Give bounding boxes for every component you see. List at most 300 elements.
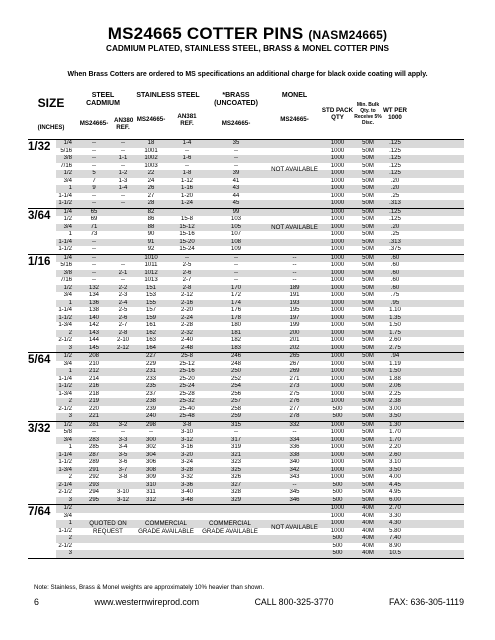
- table-row: [56, 383, 464, 391]
- an381-ref-cell: [170, 543, 204, 551]
- table-row: [56, 413, 464, 421]
- table-row: [56, 277, 464, 285]
- an381-ref-cell: 2-16: [180, 299, 193, 306]
- min-bulk-cell: 40M: [362, 520, 374, 526]
- std-pack-cell: 1000: [330, 444, 345, 450]
- size-group: [28, 422, 464, 506]
- std-pack-cell: 1000: [330, 170, 345, 176]
- table-row: [56, 489, 464, 497]
- wt-per-cell: .94: [390, 353, 400, 359]
- wt-per-cell: 1.10: [389, 307, 401, 313]
- an381-ref-cell: --: [185, 162, 189, 169]
- an380-ref-cell: [114, 224, 132, 232]
- min-bulk-cell: 40M: [362, 535, 374, 541]
- ms-brass-cell: 258: [230, 405, 241, 412]
- ms-brass-cell: --: [234, 147, 238, 154]
- wt-per-cell: .95: [390, 299, 400, 306]
- ms-monel-cell: 267: [289, 360, 300, 367]
- pin-length-cell: 5/16: [60, 262, 72, 268]
- std-pack-cell: 1000: [330, 314, 345, 321]
- ms-steel-cell: 7: [92, 177, 96, 184]
- std-pack-cell: 1000: [330, 277, 345, 283]
- std-pack-cell: 1000: [330, 238, 345, 245]
- title-sub: (NASM24665): [308, 28, 388, 42]
- ms-brass-cell: 108: [230, 238, 241, 245]
- pin-length-cell: 2: [68, 329, 72, 336]
- ms-brass-cell: [204, 550, 268, 558]
- table-row: [56, 307, 464, 315]
- table-row: [56, 391, 464, 399]
- an381-ref-cell: 2-20: [180, 307, 193, 313]
- wt-per-cell: .60: [390, 284, 400, 291]
- std-pack-cell: 1000: [330, 140, 345, 146]
- pin-length-cell: 1/4: [63, 140, 72, 146]
- ms-steel-cell: 9: [92, 185, 96, 191]
- an380-ref-cell: 2-5: [118, 307, 128, 313]
- ms-brass-cell: 176: [230, 307, 241, 313]
- size-group-label: 3/32: [28, 422, 51, 435]
- wt-per-cell: 4.00: [389, 474, 401, 480]
- ms-brass-cell: 45: [232, 200, 240, 206]
- min-bulk-cell: 50M: [362, 329, 374, 336]
- pin-length-cell: 2-1/2: [58, 542, 72, 549]
- std-pack-cell: 500: [332, 550, 343, 556]
- ms-stainless-cell: 308: [145, 466, 156, 473]
- an380-ref-cell: [114, 231, 132, 239]
- ms-steel-cell: --: [92, 246, 96, 252]
- an380-ref-cell: 2-8: [118, 329, 128, 336]
- pin-length-cell: 5/8: [63, 429, 72, 435]
- table-row: [56, 239, 464, 247]
- ms-stainless-cell: 1012: [144, 269, 158, 276]
- std-pack-cell: 1000: [330, 200, 345, 206]
- an381-ref-cell: 3-36: [180, 481, 193, 488]
- ms-stainless-cell: 82: [147, 208, 155, 215]
- ms-monel-cell: 340: [289, 459, 300, 465]
- ms-monel-cell: --: [292, 429, 297, 435]
- ms-monel-cell: 334: [289, 436, 300, 443]
- table-row: [56, 193, 464, 201]
- monel-label: MONEL: [281, 92, 308, 99]
- an381-ref-cell: 15-20: [179, 238, 195, 245]
- wt-per-cell: 2.20: [389, 444, 401, 450]
- std-pack-cell: 500: [332, 481, 343, 488]
- ms-monel-cell: 200: [289, 329, 300, 336]
- ms-steel-cell: --: [92, 238, 96, 245]
- ms-steel-cell: --: [92, 155, 96, 161]
- pin-length-cell: 1-1/4: [58, 451, 72, 458]
- fax-number: FAX: 636-305-1119: [388, 597, 464, 607]
- ms-stainless-cell: 92: [147, 246, 155, 252]
- std-pack-cell: 1000: [330, 436, 345, 443]
- min-bulk-cell: 50M: [362, 496, 374, 503]
- table-row: [56, 505, 464, 513]
- brass-notice: When Brass Cotters are ordered to MS specifications an additional charge for black oxide coating will apply.: [67, 71, 428, 78]
- an381-ref-cell: [170, 535, 204, 543]
- wt-per-cell: .25: [390, 192, 400, 199]
- table-row: [56, 368, 464, 376]
- min-bulk-cell: 50M: [362, 322, 374, 328]
- ms-monel-cell: [268, 193, 321, 201]
- ms-steel-cell: 142: [88, 322, 99, 328]
- std-pack-cell: 1000: [330, 520, 345, 526]
- wt-per-cell: .20: [390, 185, 400, 191]
- std-pack-cell: 1000: [330, 368, 345, 374]
- pin-length-cell: 3/8: [63, 269, 72, 276]
- an380-ref-cell: 3-2: [118, 421, 128, 428]
- wt-per-cell: .20: [390, 223, 400, 230]
- ms-steel-cell: 145: [88, 344, 99, 351]
- ms-steel-cell: 293: [88, 481, 99, 488]
- wt-per-cell: .60: [390, 269, 400, 276]
- ms-monel-cell: --: [292, 254, 297, 261]
- an381-ref-cell: 25-20: [179, 375, 195, 382]
- pin-length-cell: 1/2: [63, 216, 72, 222]
- ms-brass-cell: --: [234, 155, 238, 161]
- ms-brass-cell: 326: [230, 474, 241, 480]
- an381-ref-cell: 1-12: [180, 177, 193, 184]
- min-bulk-cell: 50M: [362, 398, 374, 404]
- wt-per-cell: 2.06: [389, 383, 401, 389]
- ms-stainless-cell: 235: [145, 383, 156, 389]
- wt-per-cell: 4.95: [389, 489, 401, 495]
- ms-monel-cell: 336: [289, 444, 300, 450]
- ms-brass-cell: 257: [230, 398, 241, 404]
- ms-monel-cell: 345: [289, 489, 300, 495]
- ms-stainless-cell: 239: [145, 405, 156, 412]
- an380-ref-cell: --: [121, 262, 125, 268]
- ms-stainless-cell: 91: [147, 238, 155, 245]
- an381-ref-cell: 2-8: [182, 284, 192, 291]
- wt-per-cell: 3.10: [389, 459, 401, 465]
- min-bulk-cell: 40M: [362, 512, 374, 519]
- ms-stainless-cell: 28: [147, 200, 155, 206]
- std-pack-cell: 1000: [330, 329, 345, 336]
- pin-length-cell: 1-1/2: [58, 527, 72, 534]
- min-bulk-cell: 50M: [362, 140, 374, 146]
- ms-steel-cell: 210: [88, 360, 99, 367]
- ms-steel-cell: --: [92, 192, 96, 199]
- min-bulk-cell: 50M: [362, 200, 374, 206]
- ms-brass-label: MS24665-: [221, 120, 251, 127]
- an380-ref-cell: [114, 505, 132, 513]
- min-bulk-cell: 50M: [362, 299, 374, 306]
- an380-ref-cell: [114, 535, 132, 543]
- wt-per-cell: 3.30: [389, 512, 401, 519]
- ms-steel-cell: --: [92, 200, 96, 206]
- ms-steel-cell: 220: [88, 405, 99, 412]
- pin-length-cell: 1-3/4: [58, 390, 72, 397]
- ms-monel-cell: 202: [289, 344, 300, 351]
- brass-label: *BRASS (UNCOATED): [214, 92, 258, 107]
- an380-ref-cell: [114, 550, 132, 558]
- ms-stainless-cell: 1011: [144, 262, 158, 268]
- an381-ref-cell: 1-16: [180, 185, 193, 191]
- std-pack-cell: 1000: [330, 177, 345, 184]
- ms-stainless-cell: 306: [145, 459, 156, 465]
- ms-brass-cell: 181: [230, 329, 241, 336]
- std-pack-cell: 1000: [330, 344, 345, 351]
- ms-brass-cell: [204, 505, 268, 513]
- std-pack-cell: 1000: [330, 383, 345, 389]
- min-bulk-cell: 50M: [362, 208, 374, 215]
- wt-per-cell: 2.75: [389, 344, 401, 351]
- ms-steel-cell: [74, 543, 114, 551]
- std-pack-cell: 1000: [330, 216, 345, 222]
- monel-merged-note: NOT AVAILABLE: [271, 166, 318, 174]
- an381-ref-cell: 15-8: [180, 216, 193, 222]
- ms-brass-cell: 246: [230, 353, 241, 359]
- table-row: [56, 140, 464, 148]
- an380-ref-cell: [114, 353, 132, 361]
- ms-steel-cell: 65: [90, 208, 98, 215]
- ms-stainless-cell: 1002: [144, 155, 158, 161]
- ms-stainless-cell: [132, 543, 170, 551]
- ms-stainless-label: MS24665-: [136, 116, 166, 123]
- min-bulk-cell: 50M: [362, 474, 374, 480]
- an381-ref-cell: 3-16: [180, 444, 193, 450]
- table-row: [56, 200, 464, 208]
- ms-steel-cell: --: [92, 277, 96, 283]
- std-pack-cell: 1000: [330, 322, 345, 328]
- pin-length-cell: 2-1/2: [58, 405, 72, 412]
- ms-brass-cell: 248: [230, 360, 241, 367]
- table-row: [56, 246, 464, 254]
- std-pack-cell: 500: [332, 535, 343, 541]
- min-bulk-cell: 50M: [362, 405, 374, 412]
- wt-per-cell: 8.90: [389, 542, 401, 549]
- min-bulk-cell: 50M: [362, 155, 374, 161]
- brass-header: [204, 89, 268, 139]
- pin-length-cell: 1/4: [63, 208, 72, 215]
- min-bulk-cell: 50M: [362, 262, 374, 268]
- an380-ref-cell: [114, 398, 132, 406]
- ms-brass-cell: --: [234, 162, 238, 169]
- wt-per-cell: .313: [389, 238, 401, 245]
- an380-ref-cell: 2-7: [118, 322, 128, 328]
- wt-per-cell: .125: [389, 162, 401, 169]
- an381-ref-cell: 1-20: [180, 192, 193, 199]
- table-row: [56, 231, 464, 239]
- pin-length-cell: 3/8: [63, 155, 72, 161]
- ms-monel-cell: 276: [289, 398, 300, 404]
- std-pack-cell: 1000: [330, 337, 345, 343]
- ms-brass-cell: 250: [230, 368, 241, 374]
- an380-ref-cell: --: [121, 200, 125, 206]
- min-bulk-cell: 50M: [362, 375, 374, 382]
- min-bulk-cell: 50M: [362, 277, 374, 283]
- std-pack-cell: 1000: [330, 299, 345, 306]
- ms-monel-cell: [268, 216, 321, 224]
- wt-per-cell: 1.75: [389, 329, 401, 336]
- wt-per-cell: 1.35: [389, 314, 401, 321]
- pin-length-cell: 3/4: [63, 436, 72, 443]
- std-pack-cell: 500: [332, 413, 343, 419]
- ms-steel-cell: --: [92, 140, 96, 146]
- std-pack-cell: 500: [332, 542, 343, 549]
- ms-monel-cell: 278: [289, 413, 300, 419]
- min-bulk-cell: 50M: [362, 429, 374, 435]
- std-pack-cell: 1000: [330, 246, 345, 252]
- std-pack-cell: 1000: [330, 459, 345, 465]
- wt-per-cell: .125: [389, 155, 401, 161]
- ms-stainless-cell: 1010: [144, 254, 158, 261]
- ms-monel-cell: 275: [289, 390, 300, 397]
- ms-brass-cell: 170: [230, 284, 241, 291]
- an381-ref-cell: 3-8: [182, 421, 192, 428]
- min-bulk-cell: 40M: [362, 527, 374, 534]
- ms-stainless-cell: 1001: [144, 147, 158, 154]
- ms-steel-cell: [74, 505, 114, 513]
- wt-per-cell: .313: [389, 200, 401, 206]
- wt-per-cell: .60: [390, 277, 400, 283]
- pin-length-cell: 1: [68, 368, 72, 374]
- wt-per-cell: .75: [390, 292, 400, 298]
- ms-monel-cell: [268, 178, 321, 186]
- size-group: [28, 505, 464, 559]
- ms-monel-cell: [268, 543, 321, 551]
- ms-monel-cell: 346: [289, 496, 300, 503]
- an381-ref-cell: --: [185, 254, 189, 261]
- table-row: [56, 170, 464, 178]
- ms-steel-cell: 295: [88, 496, 99, 503]
- std-pack-header: STD PACK QTY: [321, 106, 354, 121]
- ms-brass-cell: 35: [232, 140, 240, 146]
- ms-steel-cell: 132: [88, 284, 99, 291]
- an380-ref-cell: 3-5: [118, 451, 128, 458]
- ms-brass-cell: [204, 513, 268, 521]
- ms-monel-cell: 199: [289, 322, 300, 328]
- size-group-label: 3/64: [28, 209, 51, 222]
- wt-per-cell: 2.25: [389, 390, 401, 397]
- table-row: [56, 376, 464, 384]
- an381-ref-cell: 15-12: [179, 223, 195, 230]
- pin-length-cell: 1-1/2: [58, 459, 72, 465]
- ms-monel-cell: 338: [289, 451, 300, 458]
- ms-steel-cell: 294: [88, 489, 99, 495]
- ms-stainless-cell: 161: [145, 322, 156, 328]
- an380-ref-cell: 3-7: [118, 466, 128, 473]
- ms-brass-cell: 321: [230, 451, 241, 458]
- table-row: [56, 262, 464, 270]
- wt-per-cell: 7.40: [389, 535, 401, 541]
- ms-monel-cell: [268, 550, 321, 558]
- ms-monel-cell: 269: [289, 368, 300, 374]
- std-pack-cell: 1000: [330, 185, 345, 191]
- min-bulk-cell: 50M: [362, 254, 374, 261]
- std-pack-cell: 1000: [330, 223, 345, 230]
- wt-per-cell: .375: [389, 246, 401, 252]
- table-row: [56, 315, 464, 323]
- pin-length-cell: 3/4: [63, 292, 72, 298]
- pin-length-cell: 1-1/4: [58, 238, 72, 245]
- ms-stainless-cell: 309: [145, 474, 156, 480]
- std-pack-cell: 500: [332, 405, 343, 412]
- ms-monel-cell: 342: [289, 466, 300, 473]
- an380-ref-cell: [114, 209, 132, 217]
- an381-ref-cell: 25-48: [179, 413, 195, 419]
- pin-length-cell: 3: [68, 413, 72, 419]
- ms-steel-cell: --: [92, 162, 96, 169]
- ms-stainless-cell: 298: [145, 421, 156, 428]
- pin-length-cell: 1/2: [63, 170, 72, 176]
- min-bulk-cell: 40M: [362, 542, 374, 549]
- min-bulk-cell: 50M: [362, 413, 374, 419]
- an381-ref-cell: 3-40: [180, 489, 193, 495]
- wt-per-cell: 2.60: [389, 337, 401, 343]
- min-bulk-cell: 50M: [362, 421, 374, 428]
- an381-ref-cell: 2-32: [180, 329, 193, 336]
- ms-steel-cell: 281: [88, 421, 99, 428]
- ms-stainless-cell: 237: [145, 390, 156, 397]
- min-bulk-cell: 50M: [362, 451, 374, 458]
- an380-ref-cell: 2-6: [118, 314, 128, 321]
- ms-brass-cell: 254: [230, 383, 241, 389]
- ms-brass-cell: 43: [232, 185, 240, 191]
- ms-stainless-cell: 24: [147, 177, 155, 184]
- an380-ref-cell: [114, 391, 132, 399]
- ms-steel-cell: [74, 535, 114, 543]
- wt-per-cell: .20: [390, 177, 400, 184]
- wt-per-cell: 4.45: [389, 481, 401, 488]
- an380-ref-cell: 1-4: [118, 185, 128, 191]
- ms-stainless-cell: 1013: [144, 277, 158, 283]
- ms-stainless-cell: [132, 513, 170, 521]
- min-bulk-cell: 50M: [362, 436, 374, 443]
- std-pack-cell: 500: [332, 489, 343, 495]
- wt-per-cell: .125: [389, 216, 401, 222]
- table-row: [56, 444, 464, 452]
- website-link[interactable]: www.westernwireprod.com: [94, 597, 200, 607]
- ms-steel-cell: 73: [90, 231, 98, 237]
- ms-monel-cell: [268, 505, 321, 513]
- ms-stainless-cell: 231: [145, 368, 156, 374]
- std-pack-cell: 1000: [330, 505, 345, 511]
- an381-ref-cell: 3-24: [180, 459, 193, 465]
- min-bulk-cell: 50M: [362, 466, 374, 473]
- min-bulk-cell: 50M: [362, 246, 374, 252]
- min-bulk-cell: 50M: [362, 269, 374, 276]
- pin-length-cell: 3/4: [63, 223, 72, 230]
- min-bulk-cell: 50M: [362, 223, 374, 230]
- pin-length-cell: 1-1/2: [58, 246, 72, 252]
- min-bulk-cell: 50M: [362, 489, 374, 495]
- an381-ref-cell: [170, 505, 204, 513]
- an380-ref-cell: 2-4: [118, 299, 128, 306]
- min-bulk-cell: 50M: [362, 284, 374, 291]
- ms-steel-cell: 144: [88, 337, 99, 343]
- wt-per-cell: 1.50: [389, 368, 401, 374]
- an381-ref-cell: 2-48: [180, 344, 193, 351]
- page-footer: [34, 597, 464, 607]
- ms-steel-cell: 140: [88, 314, 99, 321]
- an380-ref-cell: [114, 246, 132, 254]
- table-row: [56, 543, 464, 551]
- std-pack-cell: 1000: [330, 155, 345, 161]
- size-group-label: 7/64: [28, 506, 51, 518]
- wt-per-cell: 3.50: [389, 466, 401, 473]
- min-bulk-cell: 50M: [362, 444, 374, 450]
- an380-ref-cell: --: [121, 277, 125, 283]
- ms-monel-cell: [268, 185, 321, 193]
- ms-brass-cell: 329: [230, 496, 241, 503]
- min-bulk-cell: 50M: [362, 368, 374, 374]
- an381-ref-cell: 25-24: [179, 383, 195, 389]
- std-pack-cell: 1000: [330, 307, 345, 313]
- wt-per-cell: 3.50: [389, 413, 401, 419]
- an380-ref-cell: [114, 361, 132, 369]
- pin-length-cell: 2: [68, 398, 72, 404]
